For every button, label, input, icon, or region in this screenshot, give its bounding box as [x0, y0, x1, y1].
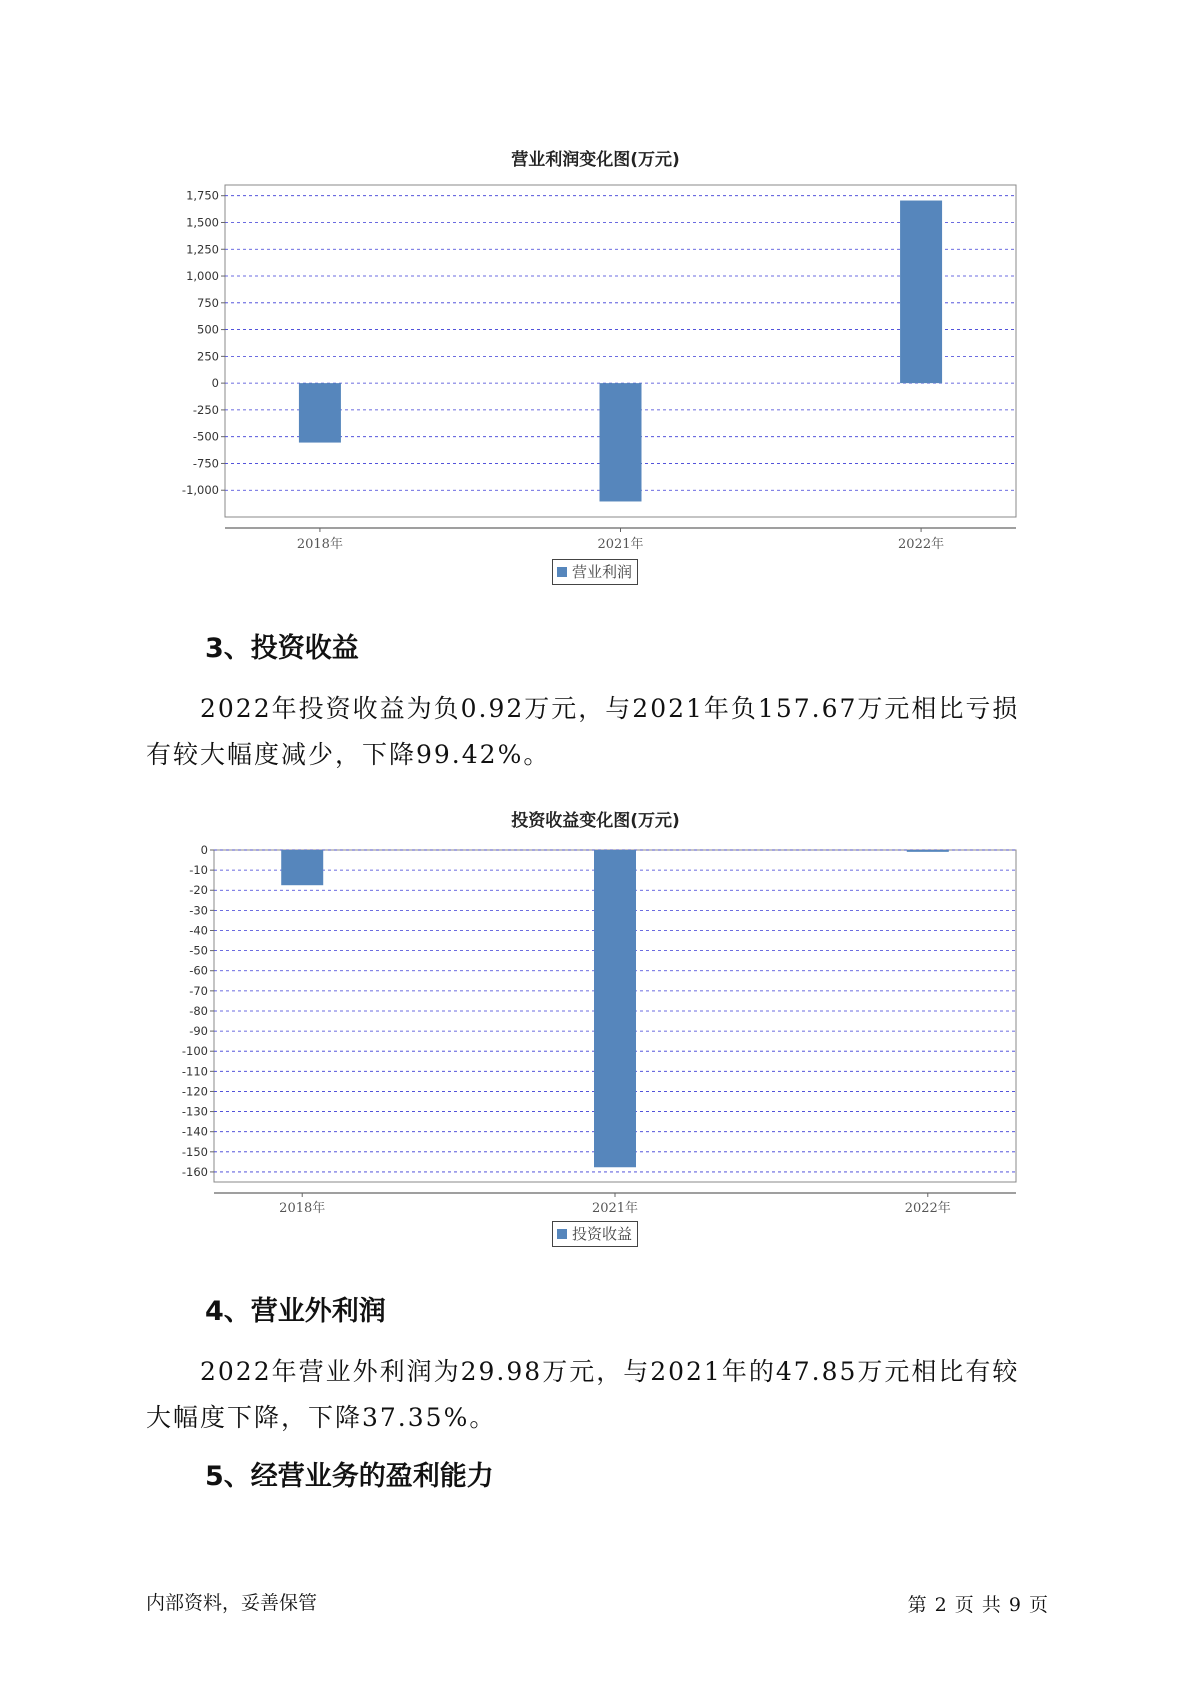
y-tick-label: 500: [197, 322, 219, 337]
y-tick-label: -140: [181, 1124, 208, 1139]
y-tick-label: -250: [192, 402, 219, 417]
y-tick-label: 250: [197, 349, 219, 364]
y-tick-label: 750: [197, 295, 219, 310]
y-tick-label: -30: [189, 903, 208, 918]
y-tick-label: -60: [189, 963, 208, 978]
y-tick-label: -80: [189, 1003, 208, 1018]
x-tick-label: 2022年: [904, 1201, 951, 1216]
section-heading-4: 4、营业外利润: [205, 1296, 386, 1327]
y-tick-label: -160: [181, 1164, 208, 1179]
x-tick-label: 2018年: [296, 537, 343, 552]
y-tick-label: 1,000: [186, 269, 219, 284]
x-tick-label: 2022年: [898, 537, 945, 552]
section-paragraph-3: 2022年投资收益为负0.92万元，与2021年负157.67万元相比亏损有较大幅度减少，下降99.42%。: [146, 694, 1020, 769]
y-tick-label: 0: [211, 376, 219, 391]
bar: [281, 850, 323, 885]
legend-swatch: [557, 1229, 567, 1239]
y-tick-label: -20: [189, 883, 208, 898]
y-tick-label: -110: [181, 1064, 208, 1079]
y-tick-label: -40: [189, 923, 208, 938]
y-tick-label: -100: [181, 1044, 208, 1059]
y-tick-label: 1,750: [186, 188, 219, 203]
section-paragraph-4: 2022年营业外利润为29.98万元，与2021年的47.85万元相比有较大幅度下降，下降37.35%。: [146, 1357, 1020, 1432]
y-tick-label: 1,250: [186, 242, 219, 257]
bar: [594, 850, 636, 1167]
y-tick-label: -120: [181, 1084, 208, 1099]
chart-title: 投资收益变化图(万元): [511, 811, 680, 831]
y-tick-label: -150: [181, 1144, 208, 1159]
y-tick-label: 0: [200, 843, 208, 857]
legend-label: 营业利润: [572, 563, 633, 581]
y-tick-label: -130: [181, 1104, 208, 1119]
footer-confidential-note: 内部资料，妥善保管: [146, 1592, 318, 1614]
y-tick-label: -1,000: [181, 483, 219, 498]
y-tick-label: -750: [192, 456, 219, 471]
y-tick-label: -90: [189, 1024, 208, 1039]
y-tick-label: -500: [192, 429, 219, 444]
footer-page-number: 第 2 页 共 9 页: [907, 1594, 1049, 1616]
x-tick-label: 2021年: [597, 537, 644, 552]
y-tick-label: -10: [189, 863, 208, 878]
x-tick-label: 2021年: [591, 1201, 639, 1216]
bar: [907, 850, 949, 852]
y-tick-label: -70: [189, 983, 208, 998]
x-tick-label: 2018年: [279, 1201, 326, 1216]
y-tick-label: -50: [189, 943, 208, 958]
chart-legend: [552, 1221, 638, 1247]
legend-label: 投资收益: [572, 1225, 633, 1243]
section-heading-5: 5、经营业务的盈利能力: [205, 1461, 494, 1492]
chart-title: 营业利润变化图(万元): [511, 150, 680, 170]
section-heading-3: 3、投资收益: [205, 633, 359, 664]
y-tick-label: 1,500: [186, 215, 219, 230]
